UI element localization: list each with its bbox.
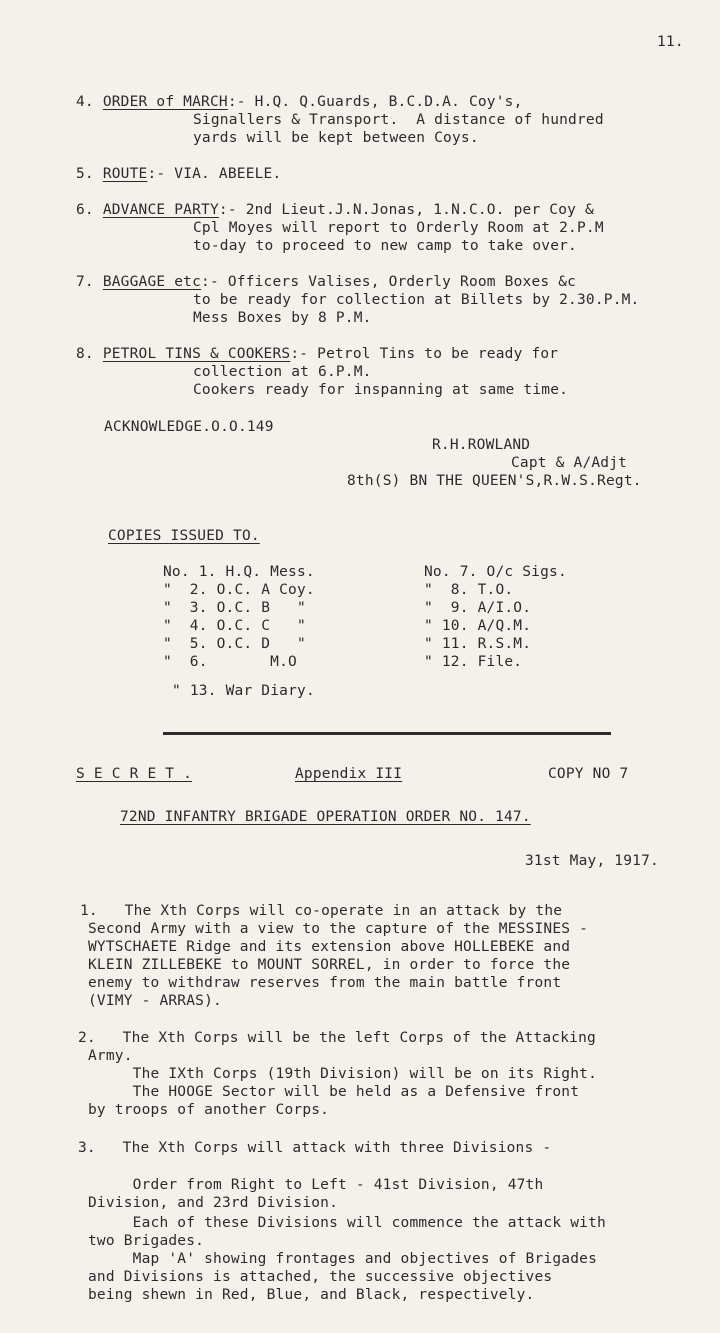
item-text: :- Officers Valises, Orderly Room Boxes &c [201,274,577,290]
item-heading: PETROL TINS & COOKERS [102,346,291,362]
copies-left-5: " 5. O.C. D " [163,636,306,652]
copies-right-5: " 11. R.S.M. [424,636,532,652]
para-3-line-5: two Brigades. [88,1233,205,1249]
para-1-line-2: Second Army with a view to the capture of the MESSINES - [88,921,589,937]
item-6-line-3: to-day to proceed to new camp to take over. [193,238,577,254]
copies-left-3: " 3. O.C. B " [163,600,306,616]
para-2-line-4: The HOOGE Sector will be held as a Defensive front [88,1084,580,1100]
divider-rule [163,732,611,735]
copies-left-4: " 4. O.C. C " [163,618,306,634]
para-3-line-1: 3. The Xth Corps will attack with three Divisions - [78,1140,552,1156]
para-2-line-1: 2. The Xth Corps will be the left Corps of the Attacking [78,1030,596,1046]
item-8-line-2: collection at 6.P.M. [193,364,372,380]
item-5-line-1 [76,165,281,183]
item-heading: ROUTE [102,166,148,182]
item-text: :- H.Q. Q.Guards, B.C.D.A. Coy's, [227,94,523,110]
copies-left-6: " 6. M.O [163,654,297,670]
copies-right-1: No. 7. O/c Sigs. [424,564,567,580]
acknowledge-line: ACKNOWLEDGE.O.O.149 [104,419,274,435]
copy-number: COPY NO 7 [548,766,629,782]
para-1-line-1: 1. The Xth Corps will co-operate in an attack by the [80,903,563,919]
item-7-line-1 [76,273,576,291]
para-2-line-2: Army. [88,1048,133,1064]
item-6-line-2: Cpl Moyes will report to Orderly Room at 2.P.M [193,220,604,236]
item-number: 6. [76,202,94,218]
item-number: 5. [76,166,94,182]
copies-right-3: " 9. A/I.O. [424,600,532,616]
item-number: 7. [76,274,94,290]
para-3-line-4: Each of these Divisions will commence the attack with [88,1215,606,1231]
operation-order-title: 72ND INFANTRY BRIGADE OPERATION ORDER NO. 147. [120,809,531,825]
copies-left-2: " 2. O.C. A Coy. [163,582,315,598]
para-3-line-7: and Divisions is attached, the successive objectives [88,1269,553,1285]
item-heading: BAGGAGE etc [102,274,202,290]
para-2-line-3: The IXth Corps (19th Division) will be on its Right. [88,1066,597,1082]
para-3-line-3: Division, and 23rd Division. [88,1195,339,1211]
item-6-line-1 [76,201,594,219]
para-3-line-8: being shewn in Red, Blue, and Black, respectively. [88,1287,535,1303]
item-heading: ADVANCE PARTY [102,202,219,218]
signature-unit: 8th(S) BN THE QUEEN'S,R.W.S.Regt. [347,473,642,489]
para-3-line-2: Order from Right to Left - 41st Division, 47th [88,1177,544,1193]
item-8-line-1 [76,345,558,363]
item-number: 4. [76,94,94,110]
copies-heading: COPIES ISSUED TO. [108,528,260,544]
order-date: 31st May, 1917. [525,853,659,869]
item-text: :- VIA. ABEELE. [147,166,282,182]
para-2-line-5: by troops of another Corps. [88,1102,330,1118]
secret-marking: S E C R E T . [76,766,193,782]
para-1-line-4: KLEIN ZILLEBEKE to MOUNT SORREL, in order to force the [88,957,571,973]
para-3-line-6: Map 'A' showing frontages and objectives of Brigades [88,1251,597,1267]
item-7-line-2: to be ready for collection at Billets by 2.30.P.M. [193,292,640,308]
copies-right-6: " 12. File. [424,654,523,670]
para-1-line-5: enemy to withdraw reserves from the main battle front [88,975,562,991]
signature-name: R.H.ROWLAND [432,437,531,453]
item-number: 8. [76,346,94,362]
item-text: :- Petrol Tins to be ready for [290,346,559,362]
item-7-line-3: Mess Boxes by 8 P.M. [193,310,372,326]
copies-last: " 13. War Diary. [172,683,315,699]
page-number: 11. [657,34,684,50]
item-heading: ORDER of MARCH [102,94,228,110]
item-8-line-3: Cookers ready for inspanning at same time. [193,382,569,398]
item-4-line-3: yards will be kept between Coys. [193,130,479,146]
item-4-line-1 [76,93,523,111]
para-1-line-6: (VIMY - ARRAS). [88,993,222,1009]
item-4-line-2: Signallers & Transport. A distance of hundred [193,112,604,128]
copies-right-2: " 8. T.O. [424,582,514,598]
copies-right-4: " 10. A/Q.M. [424,618,532,634]
appendix-label: Appendix III [295,766,403,782]
para-1-line-3: WYTSCHAETE Ridge and its extension above HOLLEBEKE and [88,939,571,955]
item-text: :- 2nd Lieut.J.N.Jonas, 1.N.C.O. per Coy & [218,202,594,218]
copies-left-1: No. 1. H.Q. Mess. [163,564,315,580]
signature-rank: Capt & A/Adjt [511,455,628,471]
